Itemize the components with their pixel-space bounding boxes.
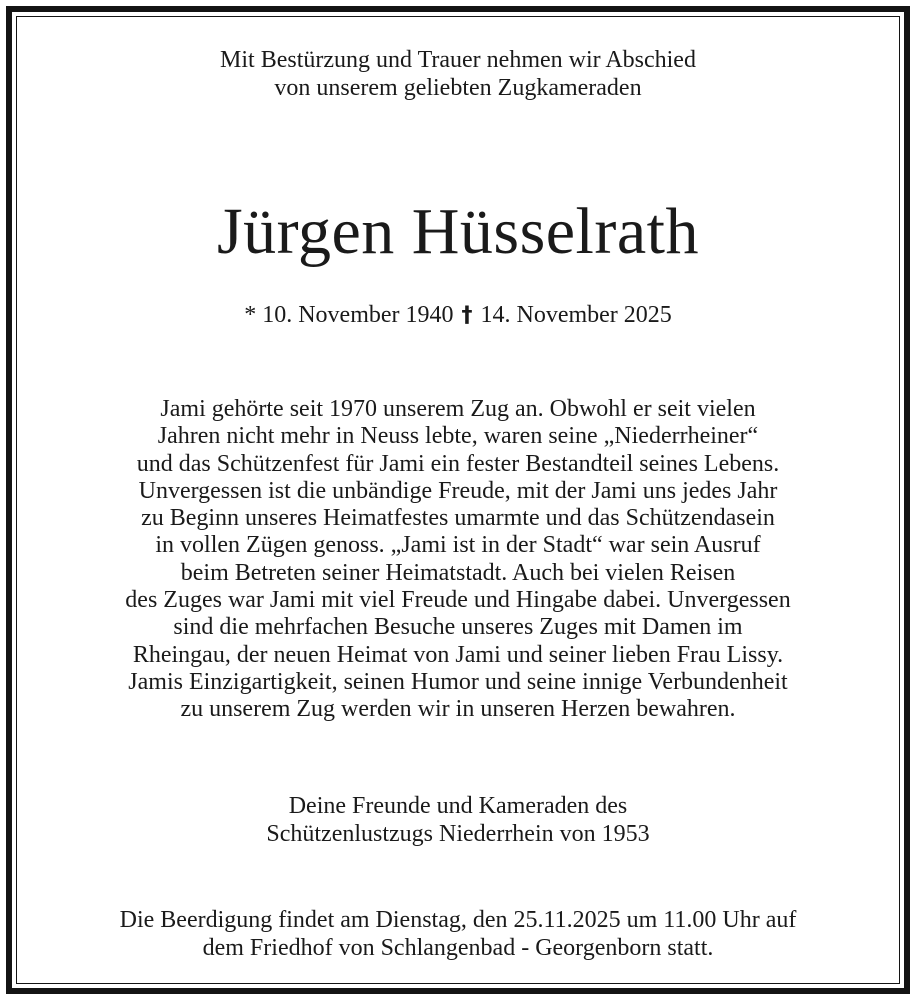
tribute-line: Jamis Einzigartigkeit, seinen Humor und seine innige Verbundenheit — [128, 668, 788, 695]
tribute-line: des Zuges war Jami mit viel Freude und Hingabe dabei. Unvergessen — [125, 587, 791, 614]
tribute-line: Unvergessen ist die unbändige Freude, mit der Jami uns jedes Jahr — [138, 477, 778, 504]
intro-line: Mit Bestürzung und Trauer nehmen wir Abschied — [220, 47, 696, 73]
birth-date: * 10. November 1940 — [244, 302, 454, 328]
intro-text — [20, 46, 896, 102]
signature-line: Deine Freunde und Kameraden des — [288, 793, 628, 819]
tribute-line: zu unserem Zug werden wir in unseren Herzen bewahren. — [180, 696, 736, 723]
tribute-line: Rheingau, der neuen Heimat von Jami und seiner lieben Frau Lissy. — [132, 641, 784, 668]
cross-icon: † — [461, 303, 473, 328]
deceased-name: Jürgen Hüsselrath — [216, 195, 700, 268]
tribute-text — [20, 396, 896, 724]
tribute-line: Jami gehörte seit 1970 unserem Zug an. Obwohl er seit vielen — [160, 396, 756, 422]
funeral-notice — [20, 906, 896, 962]
signature-line: Schützenlustzugs Niederrhein von 1953 — [266, 821, 650, 847]
tribute-line: in vollen Zügen genoss. „Jami ist in der Stadt“ war sein Ausruf — [155, 532, 761, 559]
tribute-line: sind die mehrfachen Besuche unseres Zuges mit Damen im — [173, 614, 743, 641]
tribute-line: Jahren nicht mehr in Neuss lebte, waren seine „Niederrheiner“ — [157, 423, 759, 450]
death-date: 14. November 2025 — [480, 302, 672, 328]
life-dates — [20, 300, 896, 331]
tribute-line: und das Schützenfest für Jami ein fester Bestandteil seines Lebens. — [136, 450, 780, 477]
funeral-line: dem Friedhof von Schlangenbad - Georgenborn statt. — [202, 935, 714, 961]
intro-line: von unserem geliebten Zugkameraden — [274, 75, 642, 101]
funeral-line: Die Beerdigung findet am Dienstag, den 25.11.2025 um 11.00 Uhr auf — [119, 907, 797, 933]
signature-block — [20, 792, 896, 848]
tribute-line: beim Betreten seiner Heimatstadt. Auch bei vielen Reisen — [180, 559, 736, 586]
tribute-line: zu Beginn unseres Heimatfestes umarmte und das Schützendasein — [141, 505, 775, 532]
